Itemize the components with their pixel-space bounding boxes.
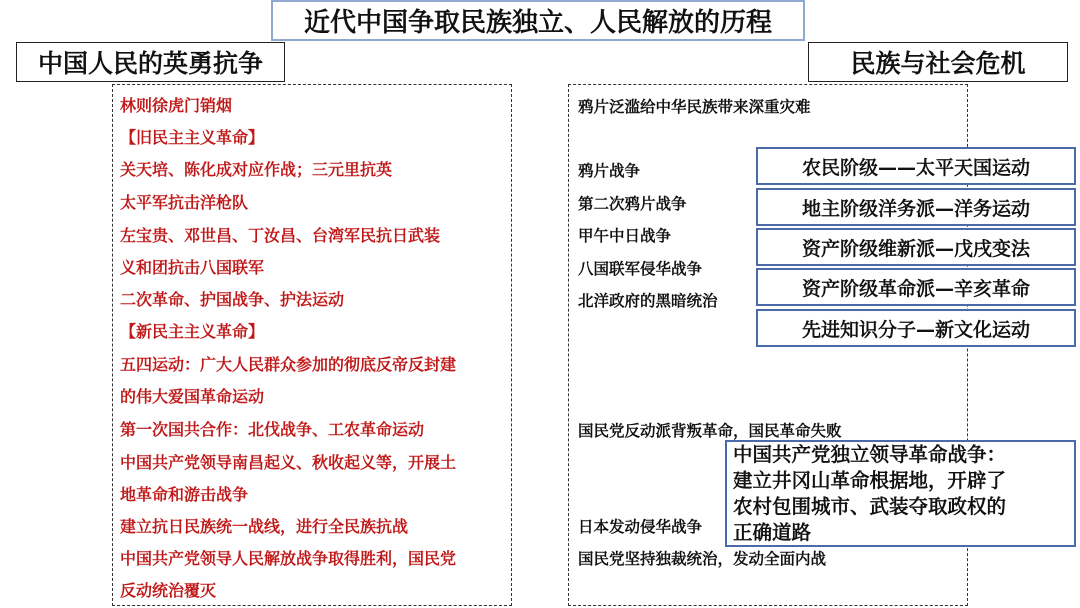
movement-box: 地主阶级洋务派—洋务运动 (756, 188, 1076, 226)
page-title: 近代中国争取民族独立、人民解放的历程 (271, 0, 805, 41)
movement-box: 农民阶级——太平天国运动 (756, 147, 1076, 185)
left-line: 中国共产党领导人民解放战争取得胜利，国民党 (120, 549, 457, 568)
right-line: 日本发动侵华战争 (578, 518, 703, 536)
left-line: 建立抗日民族统一战线，进行全民族抗战 (120, 517, 409, 536)
movement-box: 资产阶级维新派—戊戌变法 (756, 228, 1076, 266)
ccp-box-line: 中国共产党独立领导革命战争： (733, 443, 1007, 466)
right-column-header: 民族与社会危机 (808, 42, 1068, 82)
ccp-box-line: 正确道路 (733, 521, 812, 544)
left-line: 反动统治覆灭 (120, 581, 217, 600)
right-line: 鸦片泛滥给中华民族带来深重灾难 (578, 98, 811, 116)
left-line: 太平军抗击洋枪队 (120, 193, 249, 212)
left-line: 左宝贵、邓世昌、丁汝昌、台湾军民抗日武装 (120, 226, 441, 245)
movement-box: 先进知识分子—新文化运动 (756, 309, 1076, 347)
ccp-box-line: 农村包围城市、武装夺取政权的 (733, 495, 1007, 518)
left-line: 第一次国共合作：北伐战争、工农革命运动 (120, 420, 425, 439)
left-line: 【新民主主义革命】 (120, 322, 265, 341)
right-line: 国民党坚持独裁统治，发动全面内战 (578, 550, 827, 568)
ccp-revolution-box (725, 440, 1076, 547)
left-line: 中国共产党领导南昌起义、秋收起义等，开展土 (120, 453, 457, 472)
left-line: 二次革命、护国战争、护法运动 (120, 290, 345, 309)
left-line: 林则徐虎门销烟 (120, 96, 233, 115)
left-line: 关天培、陈化成对应作战；三元里抗英 (120, 160, 393, 179)
right-line: 甲午中日战争 (578, 227, 672, 245)
left-line: 的伟大爱国革命运动 (120, 387, 265, 406)
right-line: 北洋政府的黑暗统治 (578, 292, 718, 310)
left-line: 【旧民主主义革命】 (120, 128, 265, 147)
left-column-header: 中国人民的英勇抗争 (16, 42, 285, 82)
right-line: 鸦片战争 (578, 162, 641, 180)
ccp-box-line: 建立井冈山革命根据地，开辟了 (733, 469, 1007, 492)
left-line: 地革命和游击战争 (120, 485, 249, 504)
right-line: 第二次鸦片战争 (578, 195, 687, 213)
right-line: 国民党反动派背叛革命，国民革命失败 (578, 422, 842, 440)
left-line: 义和团抗击八国联军 (120, 258, 265, 277)
movement-box: 资产阶级革命派—辛亥革命 (756, 268, 1076, 306)
right-line: 八国联军侵华战争 (578, 260, 703, 278)
left-line: 五四运动：广大人民群众参加的彻底反帝反封建 (120, 355, 457, 374)
